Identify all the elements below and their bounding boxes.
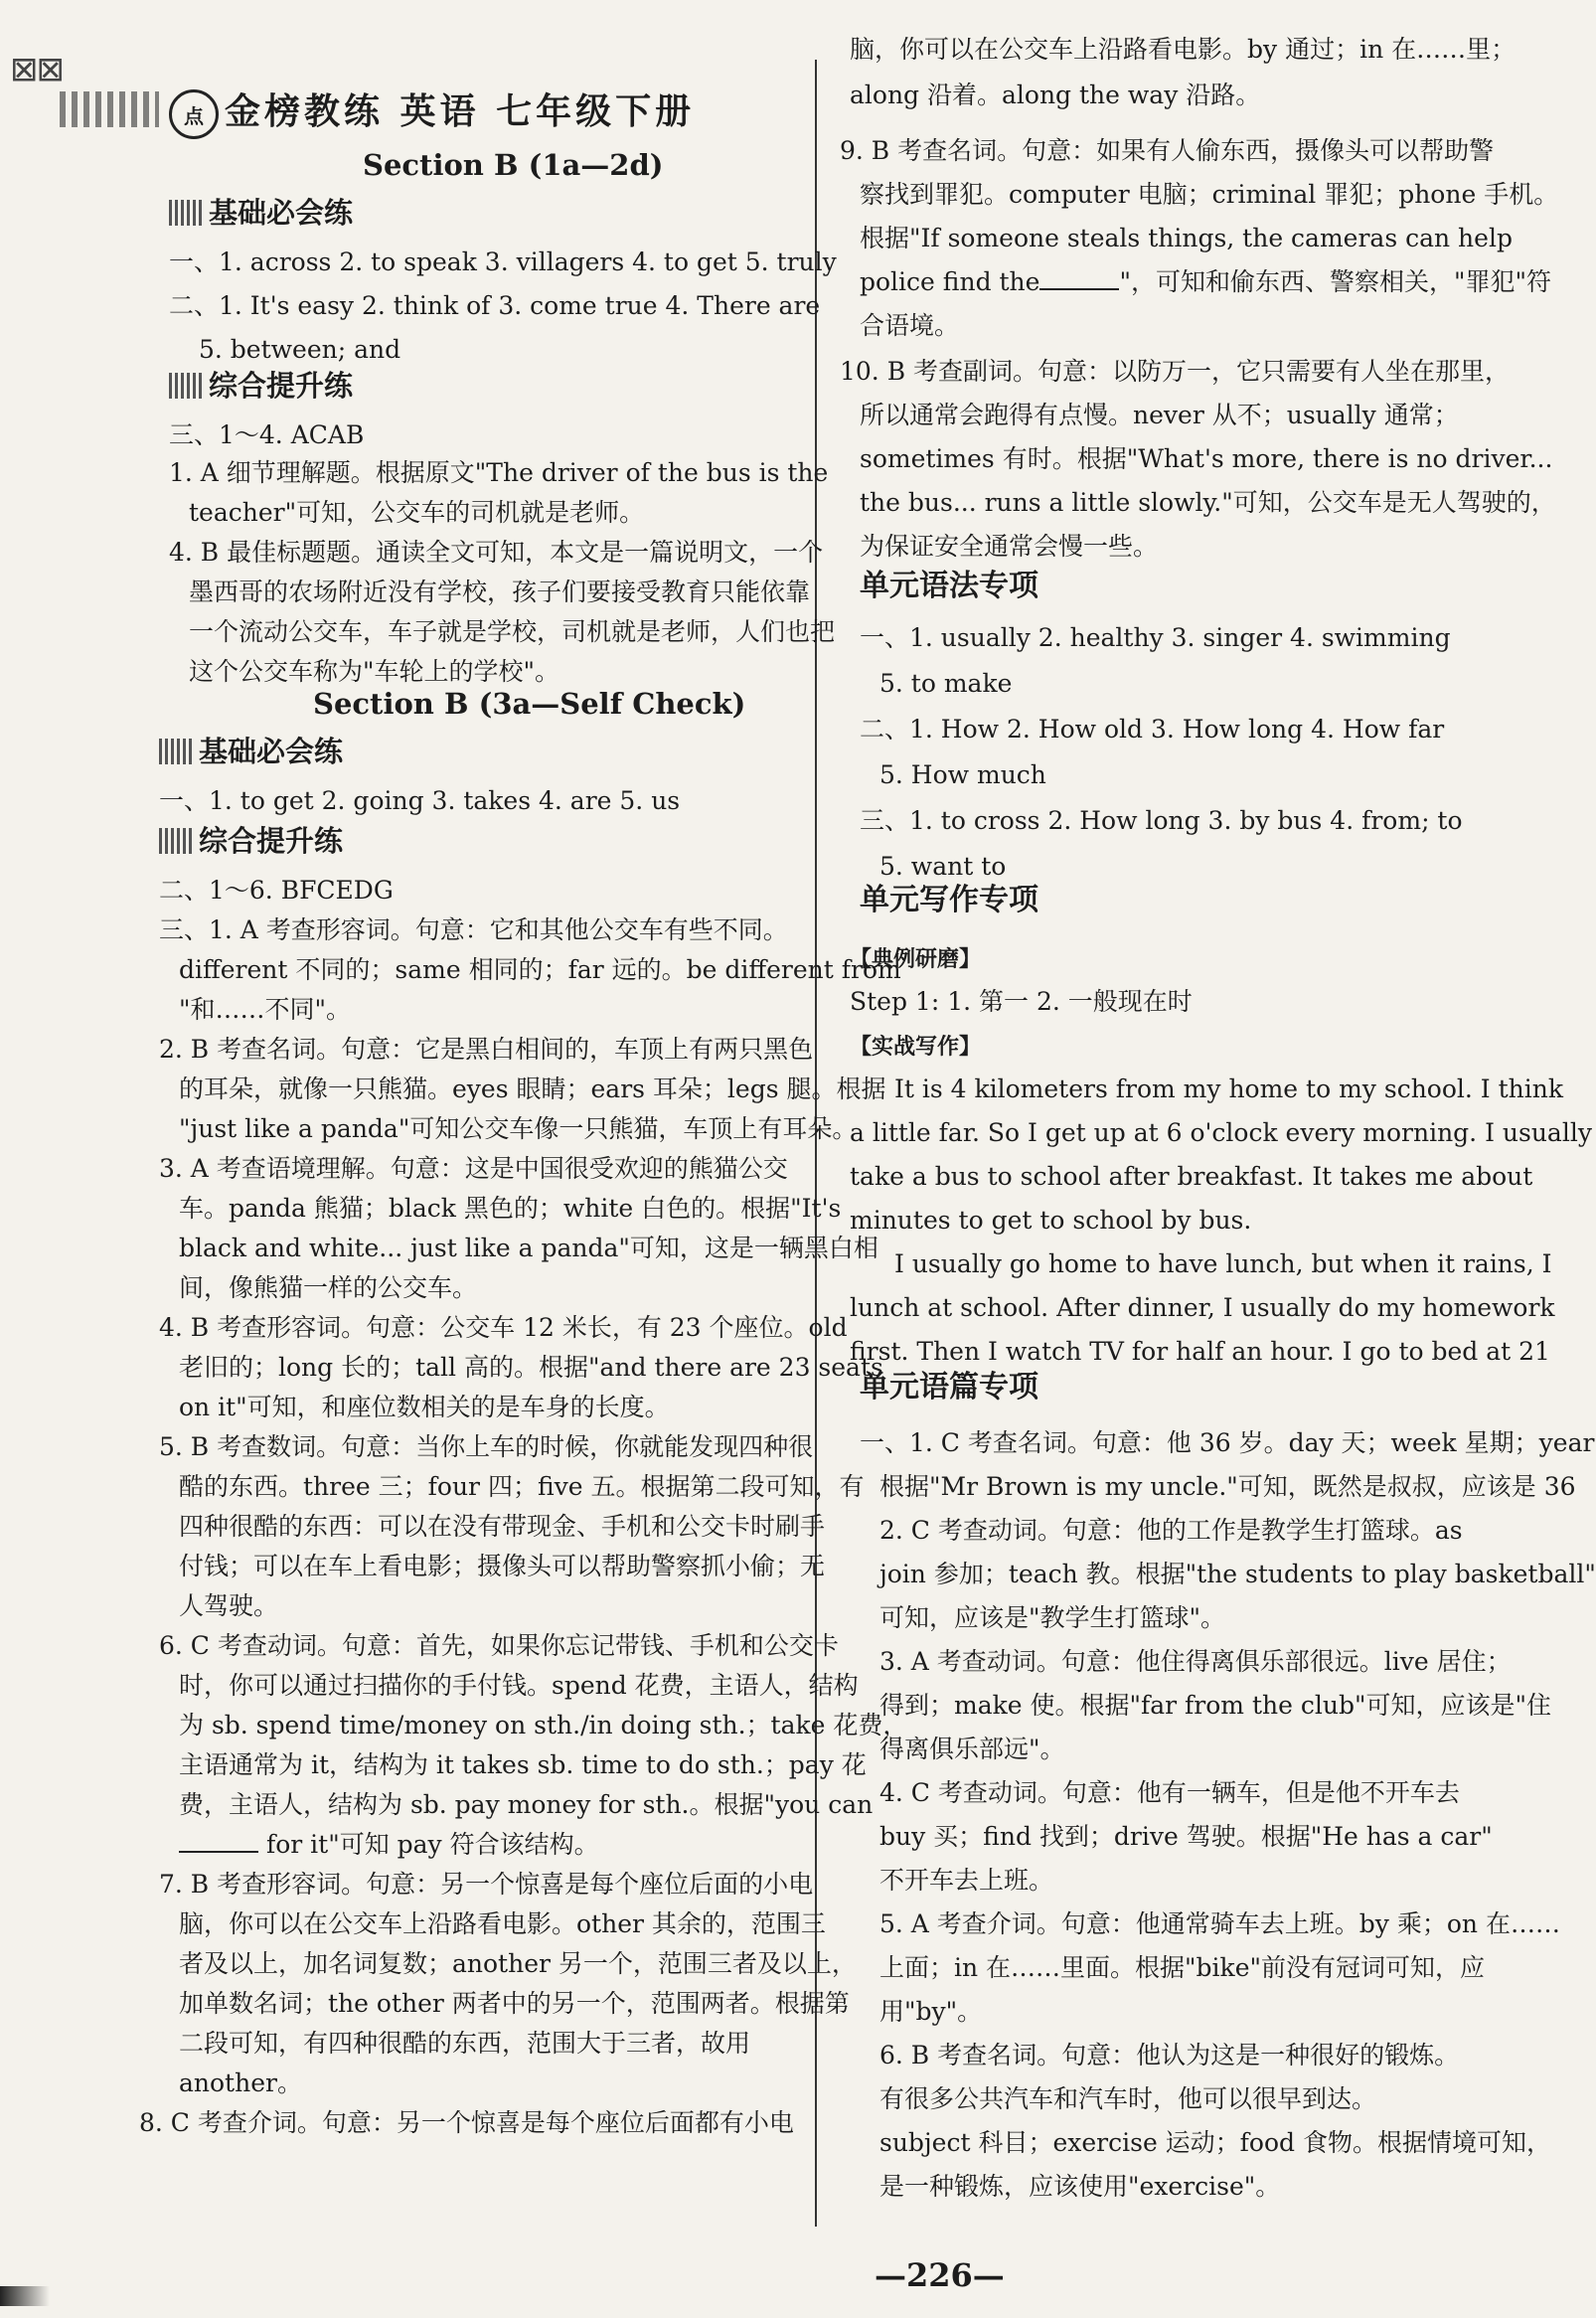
answer-line: 3. A 考查动词。句意：他住得离俱乐部很远。live 居住； xyxy=(879,1647,1512,1676)
answer-line: 3. A 考查语境理解。句意：这是中国很受欢迎的熊猫公交 xyxy=(159,1154,788,1183)
block-heading xyxy=(159,736,343,767)
answer-line: 根据"Mr Brown is my uncle."可知，既然是叔叔，应该是 36 xyxy=(879,1472,1576,1501)
answer-line: 的耳朵，就像一只熊猫。eyes 眼睛；ears 耳朵；legs 腿。根据 xyxy=(179,1075,886,1103)
answer-line: 可知，应该是"教学生打篮球"。 xyxy=(879,1603,1225,1632)
section-title: Section B (1a—2d) xyxy=(363,148,664,182)
answer-line: buy 买；find 找到；drive 驾驶。根据"He has a car" xyxy=(879,1822,1493,1851)
heading-bar-icon xyxy=(169,373,203,399)
answer-line: It is 4 kilometers from my home to my school. I think xyxy=(894,1075,1563,1103)
answer-line: a little far. So I get up at 6 o'clock every morning. I usually xyxy=(850,1118,1592,1147)
answer-line: 上面；in 在……里面。根据"bike"前没有冠词可知，应 xyxy=(879,1953,1485,1982)
answer-line: lunch at school. After dinner, I usually do my homework xyxy=(850,1293,1555,1322)
answer-line: 6. C 考查动词。句意：首先，如果你忘记带钱、手机和公交卡 xyxy=(159,1631,839,1660)
answer-line: 是一种锻炼，应该使用"exercise"。 xyxy=(879,2172,1281,2201)
answer-line: 脑，你可以在公交车上沿路看电影。other 其余的，范围三 xyxy=(179,1909,826,1938)
answer-line: 一、1. usually 2. healthy 3. singer 4. swimming xyxy=(860,623,1451,652)
answer-line: 二、1. How 2. How old 3. How long 4. How far xyxy=(860,715,1445,744)
answer-line: I usually go home to have lunch, but when it rains, I xyxy=(894,1249,1552,1278)
answer-line: 这个公交车称为"车轮上的学校"。 xyxy=(189,657,559,686)
answer-line: 一、1. to get 2. going 3. takes 4. are 5. us xyxy=(159,786,681,815)
blank-underline xyxy=(179,1851,258,1853)
answer-line: 6. B 考查名词。句意：他认为这是一种很好的锻炼。 xyxy=(879,2041,1460,2070)
blank-underline xyxy=(1039,288,1119,290)
answer-line: 墨西哥的农场附近没有学校，孩子们要接受教育只能依靠 xyxy=(189,578,811,606)
answer-line: 三、1. to cross 2. How long 3. by bus 4. from; to xyxy=(860,806,1463,835)
answer-line: 二、1～6. BFCEDG xyxy=(159,876,394,905)
block-heading-text: 基础必会练 xyxy=(209,196,354,230)
unit-section-heading: 单元语篇专项 xyxy=(860,1370,1038,1405)
block-heading-text: 综合提升练 xyxy=(199,824,344,858)
answer-line: 一个流动公交车，车子就是学校，司机就是老师，人们也把 xyxy=(189,617,836,646)
answer-line: 四种很酷的东西：可以在没有带现金、手机和公交卡时刷手 xyxy=(179,1512,826,1541)
answer-line: 为保证安全通常会慢一些。 xyxy=(860,532,1159,561)
block-heading-text: 综合提升练 xyxy=(209,369,354,403)
answer-line: first. Then I watch TV for half an hour. I go to bed at 21 xyxy=(850,1337,1550,1366)
answer-line: 老旧的；long 长的；tall 高的。根据"and there are 23 seats xyxy=(179,1353,883,1382)
answer-line: 7. B 考查形容词。句意：另一个惊喜是每个座位后面的小电 xyxy=(159,1870,814,1899)
answer-line: 时，你可以通过扫描你的手付钱。spend 花费，主语人，结构 xyxy=(179,1671,859,1700)
answer-line: 有很多公共汽车和汽车时，他可以很早到达。 xyxy=(879,2084,1377,2113)
block-heading xyxy=(159,825,343,857)
subsection-label: 【实战写作】 xyxy=(850,1035,982,1060)
answer-line: minutes to get to school by bus. xyxy=(850,1206,1252,1235)
page-number: —226— xyxy=(875,2256,1005,2294)
answer-line: join 参加；teach 教。根据"the students to play basketball" xyxy=(879,1560,1596,1588)
footer-mark xyxy=(0,2286,50,2306)
answer-line: for it"可知 pay 符合该结构。 xyxy=(179,1829,599,1861)
answer-line: 一、1. across 2. to speak 3. villagers 4. to get 5. truly xyxy=(169,248,837,276)
section-title: Section B (3a—Self Check) xyxy=(313,687,746,721)
answer-line: subject 科目；exercise 运动；food 食物。根据情境可知， xyxy=(879,2128,1551,2157)
answer-line: 得到；make 使。根据"far from the club"可知，应该是"住 xyxy=(879,1691,1551,1720)
answer-line: 5. to make xyxy=(879,669,1013,698)
answer-line: 所以通常会跑得有点慢。never 从不；usually 通常； xyxy=(860,401,1459,429)
answer-line: take a bus to school after breakfast. It takes me about xyxy=(850,1162,1533,1191)
answer-line: 1. A 细节理解题。根据原文"The driver of the bus is the xyxy=(169,458,829,487)
answer-line: 一、1. C 考查名词。句意：他 36 岁。day 天；week 星期；year xyxy=(860,1428,1595,1457)
answer-line: 人驾驶。 xyxy=(179,1591,279,1620)
answer-line: 察找到罪犯。computer 电脑；criminal 罪犯；phone 手机。 xyxy=(860,180,1559,209)
answer-line: 5. A 考查介词。句意：他通常骑车去上班。by 乘；on 在…… xyxy=(879,1909,1560,1938)
answer-line: 5. between; and xyxy=(199,335,401,364)
answer-line: 为 sb. spend time/money on sth./in doing sth.；take 花费， xyxy=(179,1711,908,1739)
answer-line: 10. B 考查副词。句意：以防万一，它只需要有人坐在那里， xyxy=(840,357,1511,386)
answer-line: black and white... just like a panda"可知，这是一辆黑白相 xyxy=(179,1234,878,1262)
answer-line: 8. C 考查介词。句意：另一个惊喜是每个座位后面都有小电 xyxy=(139,2108,794,2137)
answer-line: 者及以上，加名词复数；another 另一个，范围三者及以上， xyxy=(179,1949,857,1978)
heading-bar-icon xyxy=(159,739,193,764)
answer-line: 5. want to xyxy=(879,852,1007,881)
answer-line: 车。panda 熊猫；black 黑色的；white 白色的。根据"It's xyxy=(179,1194,842,1223)
answer-line: 二段可知，有四种很酷的东西，范围大于三者，故用 xyxy=(179,2029,751,2058)
answer-line: 二、1. It's easy 2. think of 3. come true 4. There are xyxy=(169,291,821,320)
answer-line: 根据"If someone steals things, the cameras can help xyxy=(860,224,1513,252)
answer-line: on it"可知，和座位数相关的是车身的长度。 xyxy=(179,1393,670,1421)
header-stripes xyxy=(60,91,159,127)
answer-line: 4. C 考查动词。句意：他有一辆车，但是他不开车去 xyxy=(879,1778,1460,1807)
answer-line: 酷的东西。three 三；four 四；five 五。根据第二段可知，有 xyxy=(179,1472,865,1501)
answer-line: 5. B 考查数词。句意：当你上车的时候，你就能发现四种很 xyxy=(159,1432,814,1461)
block-heading xyxy=(169,370,353,402)
answer-line: 4. B 考查形容词。句意：公交车 12 米长，有 23 个座位。old xyxy=(159,1313,848,1342)
answer-line: 主语通常为 it，结构为 it takes sb. time to do sth.；pay 花 xyxy=(179,1750,867,1779)
answer-line: 三、1～4. ACAB xyxy=(169,420,365,449)
answer-line: 5. How much xyxy=(879,760,1046,789)
answer-line: 2. B 考查名词。句意：它是黑白相间的，车顶上有两只黑色 xyxy=(159,1035,814,1064)
answer-line: 付钱；可以在车上看电影；摄像头可以帮助警察抓小偷；无 xyxy=(179,1552,826,1580)
logo-badge: 点 xyxy=(169,89,219,139)
subsection-label: 【典例研磨】 xyxy=(850,947,982,972)
corner-mark: ⊠⊠ xyxy=(10,50,63,89)
answer-line: another。 xyxy=(179,2069,302,2097)
answer-line: 不开车去上班。 xyxy=(879,1866,1054,1895)
answer-line: teacher"可知，公交车的司机就是老师。 xyxy=(189,498,645,527)
answer-line: 加单数名词；the other 两者中的另一个，范围两者。根据第 xyxy=(179,1989,850,2018)
answer-line: police find the "，可知和偷东西、警察相关，"罪犯"符 xyxy=(860,267,1551,296)
answer-line: 间，像熊猫一样的公交车。 xyxy=(179,1273,478,1302)
answer-line: 9. B 考查名词。句意：如果有人偷东西，摄像头可以帮助警 xyxy=(840,136,1495,165)
answer-line: 合语境。 xyxy=(860,311,960,340)
answer-line: sometimes 有时。根据"What's more, there is no driver... xyxy=(860,444,1553,473)
answer-line: 费，主语人，结构为 sb. pay money for sth.。根据"you can xyxy=(179,1790,874,1819)
answer-line: along 沿着。along the way 沿路。 xyxy=(850,81,1261,109)
block-heading-text: 基础必会练 xyxy=(199,735,344,768)
answer-line: 用"by"。 xyxy=(879,1997,983,2026)
answer-line: 得离俱乐部远"。 xyxy=(879,1735,1065,1763)
heading-bar-icon xyxy=(159,828,193,854)
block-heading xyxy=(169,197,353,229)
answer-line: "和……不同"。 xyxy=(179,995,351,1024)
answer-line: Step 1: 1. 第一 2. 一般现在时 xyxy=(850,987,1193,1016)
answer-line: 2. C 考查动词。句意：他的工作是教学生打篮球。as xyxy=(879,1516,1463,1545)
answer-line: different 不同的；same 相同的；far 远的。be different from xyxy=(179,955,901,984)
answer-line: "just like a panda"可知公交车像一只熊猫，车顶上有耳朵。 xyxy=(179,1114,858,1143)
answer-line: the bus... runs a little slowly."可知，公交车是无人驾驶的， xyxy=(860,488,1556,517)
answer-line: 4. B 最佳标题题。通读全文可知，本文是一篇说明文，一个 xyxy=(169,538,824,567)
unit-section-heading: 单元写作专项 xyxy=(860,883,1038,917)
answer-line: 三、1. A 考查形容词。句意：它和其他公交车有些不同。 xyxy=(159,915,788,944)
unit-section-heading: 单元语法专项 xyxy=(860,569,1038,603)
book-title: 金榜教练 英语 七年级下册 xyxy=(225,91,696,132)
answer-line: 脑，你可以在公交车上沿路看电影。by 通过；in 在……里； xyxy=(850,35,1516,64)
heading-bar-icon xyxy=(169,200,203,226)
